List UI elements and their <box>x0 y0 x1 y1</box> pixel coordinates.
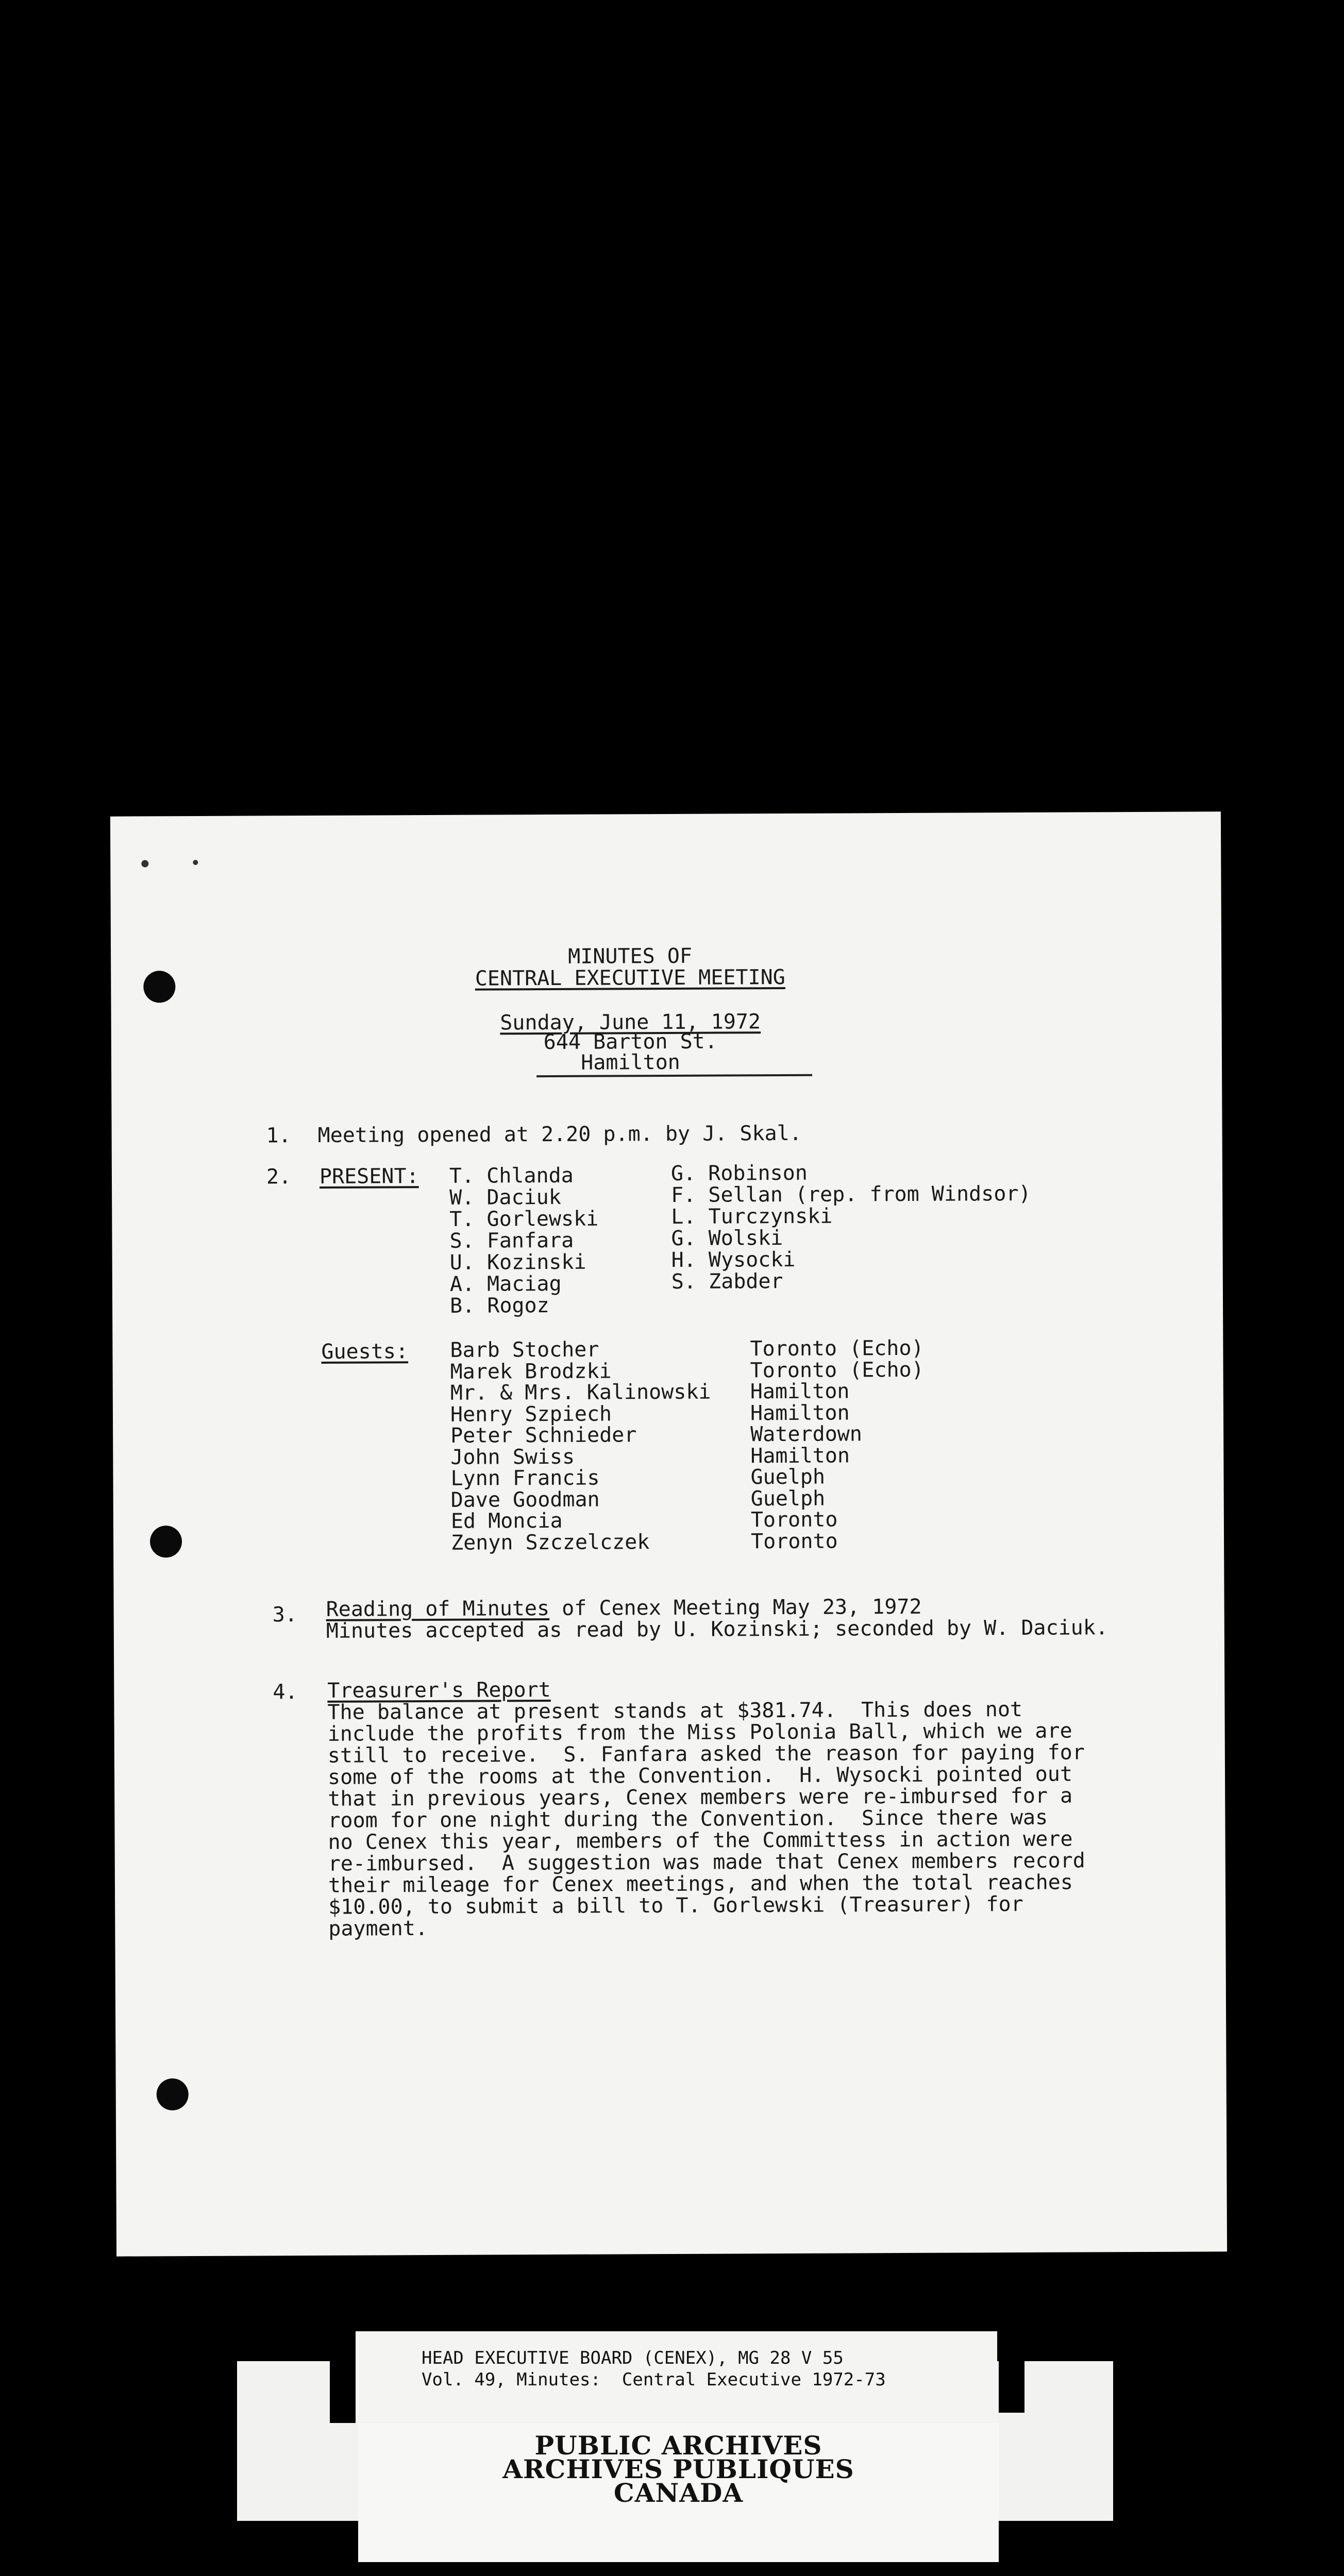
guest-name: Lynn Francis <box>450 1466 600 1490</box>
guest-location: Waterdown <box>750 1422 863 1447</box>
text-line: U. Kozinski <box>449 1250 586 1275</box>
guest-location: Hamilton <box>750 1443 850 1468</box>
strip-notch-right <box>999 2361 1024 2413</box>
text-line: some of the rooms at the Convention. H. Wysocki pointed out <box>327 1762 1073 1789</box>
guest-name: Dave Goodman <box>450 1487 600 1512</box>
text-line: still to receive. S. Fanfara asked the reason for paying for <box>327 1740 1085 1768</box>
reading-minutes-title: Reading of Minutes <box>326 1597 550 1621</box>
guest-location: Toronto <box>750 1507 838 1532</box>
guest-location: Hamilton <box>750 1400 850 1425</box>
text-line: A. Maciag <box>449 1272 562 1296</box>
meeting-address: 644 Barton St. <box>543 1029 718 1055</box>
guest-location: Guelph <box>750 1486 826 1511</box>
guest-location: Hamilton <box>750 1379 850 1404</box>
stamp-line1: PUBLIC ARCHIVES <box>534 2430 822 2461</box>
guests-label: Guests: <box>321 1340 409 1364</box>
guest-location: Toronto (Echo) <box>750 1358 924 1382</box>
item-number: 1. <box>266 1124 291 1148</box>
archive-label-card <box>356 2331 997 2421</box>
guest-name: Peter Schnieder <box>450 1423 637 1448</box>
archive-label-line2: Vol. 49, Minutes: Central Executive 1972-73 <box>422 2369 886 2390</box>
text-line: payment. <box>328 1917 428 1941</box>
treasurers-report-title: Treasurer's Report <box>327 1678 551 1703</box>
meeting-opened-text: Meeting opened at 2.20 p.m. by J. Skal. <box>317 1121 802 1147</box>
minutes-title: MINUTES OF <box>568 944 693 969</box>
item-number: 4. <box>273 1680 298 1704</box>
guest-name: Henry Szpiech <box>450 1401 612 1427</box>
guest-name: Marek Brodzki <box>450 1359 612 1384</box>
text-line: B. Rogoz <box>449 1294 549 1318</box>
text-line: their mileage for Cenex meetings, and when the total reaches <box>328 1870 1073 1897</box>
meeting-city: Hamilton <box>581 1050 680 1075</box>
text-line: that in previous years, Cenex members were re-imbursed for a <box>328 1784 1073 1811</box>
guest-location: Toronto (Echo) <box>750 1336 924 1361</box>
punch-hole-bottom <box>157 2078 189 2110</box>
item-number: 3. <box>272 1603 297 1627</box>
stamp-line2: ARCHIVES PUBLIQUES <box>502 2454 854 2484</box>
text-line: L. Turczynski <box>671 1204 833 1229</box>
meeting-date: Sunday, June 11, 1972 <box>500 1010 761 1035</box>
guest-name: Zenyn Szczelczek <box>450 1530 650 1555</box>
archive-label-line1: HEAD EXECUTIVE BOARD (CENEX), MG 28 V 55 <box>422 2348 844 2368</box>
text-line: G. Robinson <box>670 1161 808 1185</box>
text-line: T. Chlanda <box>449 1163 574 1188</box>
present-label: PRESENT: <box>319 1164 419 1189</box>
text-line: H. Wysocki <box>671 1247 796 1272</box>
text-line: T. Gorlewski <box>449 1207 599 1231</box>
guest-location: Toronto <box>750 1529 838 1553</box>
text-line: include the profits from the Miss Polonia Ball, which we are <box>327 1719 1072 1746</box>
item-number: 2. <box>266 1165 292 1189</box>
punch-hole-middle <box>150 1526 182 1557</box>
text-line: S. Zabder <box>671 1269 783 1294</box>
strip-notch-left <box>330 2361 356 2423</box>
ink-spot <box>141 860 148 867</box>
text-line: F. Sellan (rep. from Windsor) <box>671 1181 1031 1207</box>
text-line: W. Daciuk <box>449 1185 561 1210</box>
ink-spot <box>193 860 198 865</box>
text-line: G. Wolski <box>671 1226 783 1250</box>
header-rule <box>536 1074 812 1077</box>
archive-stamp-card <box>358 2423 999 2562</box>
text-line: $10.00, to submit a bill to T. Gorlewski (Treasurer) for <box>328 1892 1023 1919</box>
text-line: re-imbursed. A suggestion was made that Cenex members record <box>328 1849 1085 1876</box>
guest-name: Mr. & Mrs. Kalinowski <box>450 1380 711 1405</box>
text-line: room for one night during the Convention. Since there was <box>328 1805 1048 1833</box>
minutes-accepted-text: Minutes accepted as read by U. Kozinski; seconded by W. Daciuk. <box>326 1616 1108 1643</box>
guest-name: Ed Moncia <box>450 1509 563 1533</box>
text-line: no Cenex this year, members of the Committess in action were <box>328 1827 1073 1854</box>
guest-location: Guelph <box>750 1465 826 1489</box>
reading-minutes-rest: of Cenex Meeting May 23, 1972 <box>549 1595 922 1621</box>
guest-name: John Swiss <box>450 1445 575 1469</box>
text-line: S. Fanfara <box>449 1228 574 1253</box>
document-page <box>110 811 1227 2256</box>
guest-name: Barb Stocher <box>450 1337 599 1362</box>
text-line: The balance at present stands at $381.74. This does not <box>327 1698 1023 1724</box>
stamp-line3: CANADA <box>613 2478 744 2508</box>
meeting-title: CENTRAL EXECUTIVE MEETING <box>475 965 785 991</box>
